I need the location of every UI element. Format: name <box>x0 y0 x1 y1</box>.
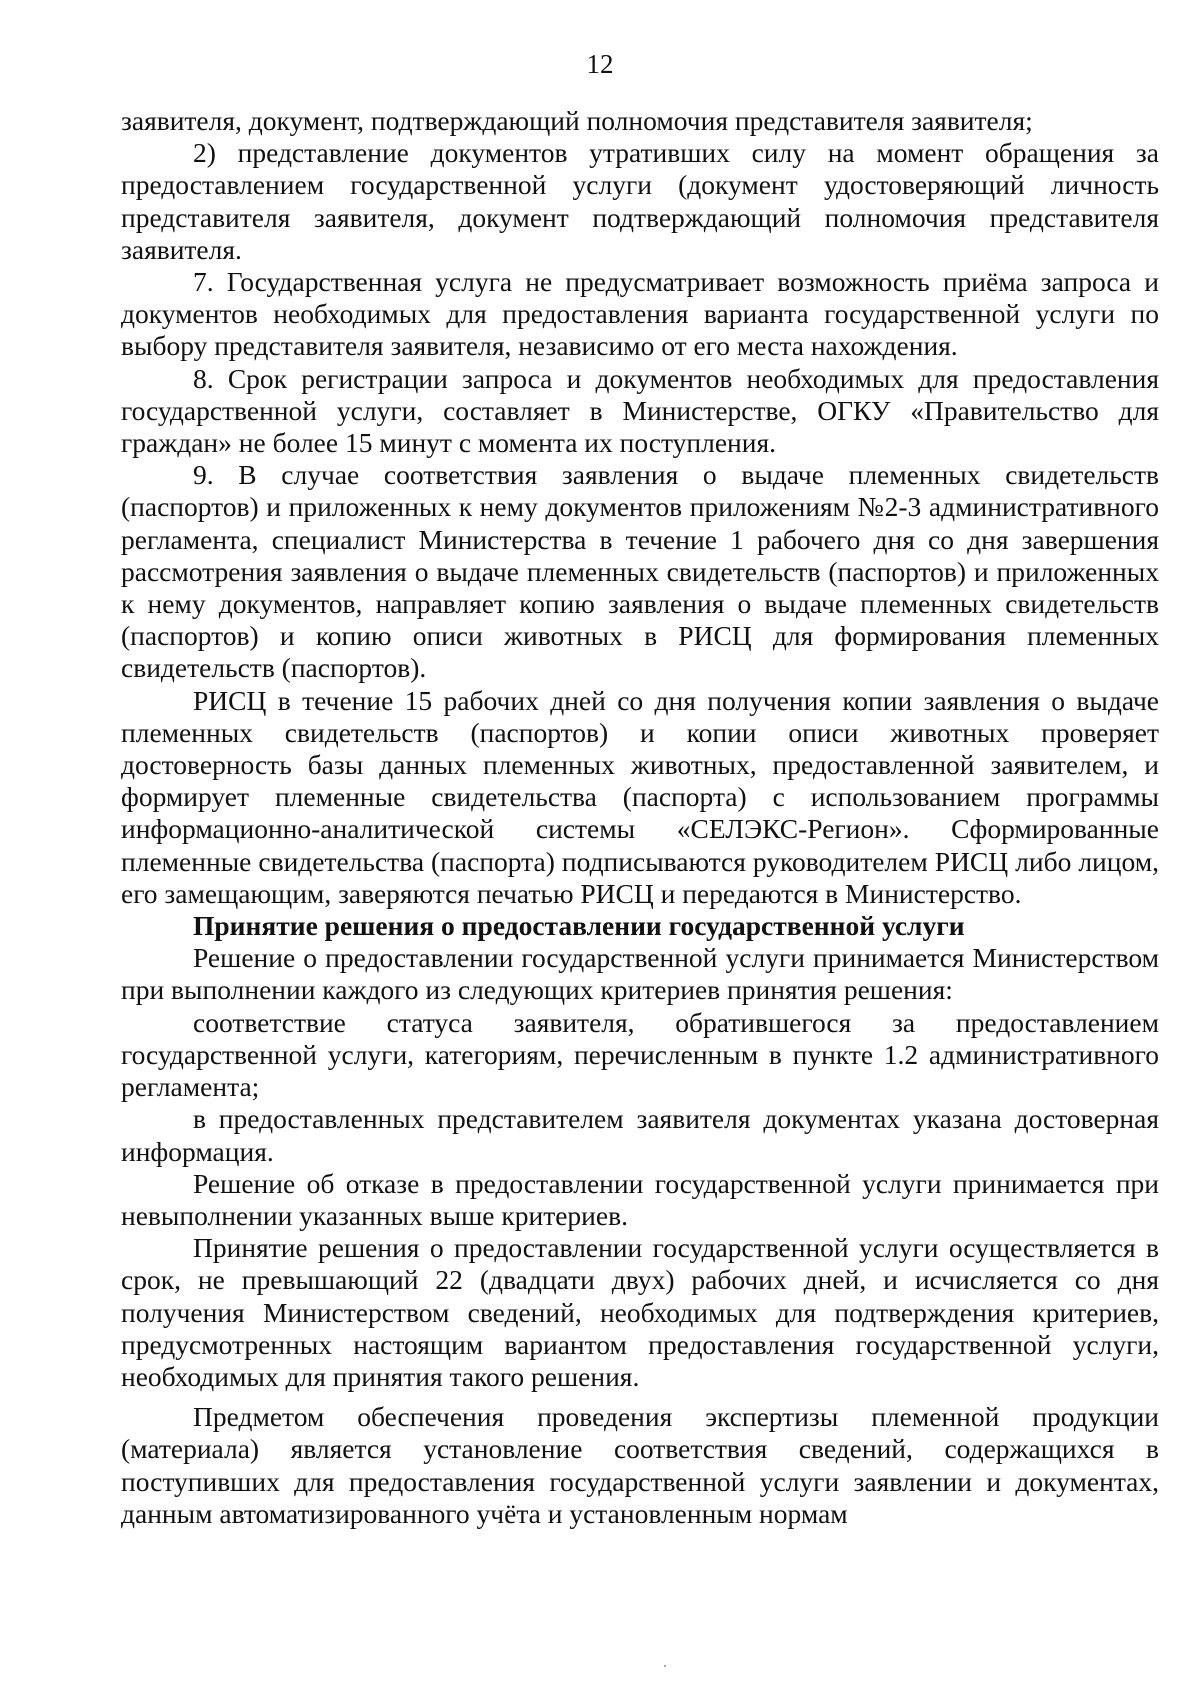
paragraph-criterion-1: соответствие статуса заявителя, обратившегося за предоставлением государственной услуги, категориям, перечисленным в пункте 1.2 административного регламента; <box>121 1006 1159 1103</box>
paragraph-risc: РИСЦ в течение 15 рабочих дней со дня получения копии заявления о выдаче племенных свидетельств (паспортов) и копии описи животных проверяет достоверность базы данных племенных животных, предоставленной заявителем, и формирует племенные свидетельства (паспорта) с использованием программы информационно-аналитической системы «СЕЛЭКС-Регион». Сформированные племенные свидетельства (паспорта) подписываются руководителем РИСЦ либо лицом, его замещающим, заверяются печатью РИСЦ и передаются в Министерство. <box>121 684 1159 909</box>
paragraph-expertise: Предметом обеспечения проведения экспертизы племенной продукции (материала) является установление соответствия сведений, содержащихся в поступивших для предоставления государственной услуги заявлении и документах, данным автоматизированного учёта и установленным нормам <box>121 1401 1159 1529</box>
paragraph-item-9: 9. В случае соответствия заявления о выдаче племенных свидетельств (паспортов) и приложенных к нему документов приложениям №2-3 административного регламента, специалист Министерства в течение 1 рабочего дня со дня завершения рассмотрения заявления о выдаче племенных свидетельств (паспортов) и приложенных к нему документов, направляет копию заявления о выдаче племенных свидетельств (паспортов) и копию описи животных в РИСЦ для формирования племенных свидетельств (паспортов). <box>121 459 1159 684</box>
section-heading: Принятие решения о предоставлении государственной услуги <box>193 910 965 942</box>
paragraph-item-7: 7. Государственная услуга не предусматривает возможность приёма запроса и документов необходимых для предоставления варианта государственной услуги по выбору представителя заявителя, независимо от его места нахождения. <box>121 266 1159 362</box>
paragraph-item-2: 2) представление документов утративших силу на момент обращения за предоставлением государственной услуги (документ удостоверяющий личность представителя заявителя, документ подтверждающий полномочия представителя заявителя. <box>121 137 1159 265</box>
paragraph-term: Принятие решения о предоставлении государственной услуги осуществляется в срок, не превышающий 22 (двадцати двух) рабочих дней, и исчисляется со дня получения Министерством сведений, необходимых для подтверждения критериев, предусмотренных настоящим вариантом предоставления государственной услуги, необходимых для принятия такого решения. <box>121 1232 1159 1392</box>
paragraph-continuation: заявителя, документ, подтверждающий полномочия представителя заявителя; <box>121 105 1033 136</box>
paragraph-item-8: 8. Срок регистрации запроса и документов необходимых для предоставления государственной услуги, составляет в Министерстве, ОГКУ «Правительство для граждан» не более 15 минут с момента их поступления. <box>121 362 1159 459</box>
paragraph-criterion-2: в предоставленных представителем заявителя документах указана достоверная информация. <box>121 1103 1159 1167</box>
scan-speck <box>664 1665 666 1667</box>
paragraph-refusal: Решение об отказе в предоставлении государственной услуги принимается при невыполнении указанных выше критериев. <box>121 1167 1159 1231</box>
document-body <box>121 105 1159 1530</box>
page-number: 12 <box>586 49 614 79</box>
paragraph-decision: Решение о предоставлении государственной услуги принимается Министерством при выполнении каждого из следующих критериев принятия решения: <box>121 942 1159 1006</box>
